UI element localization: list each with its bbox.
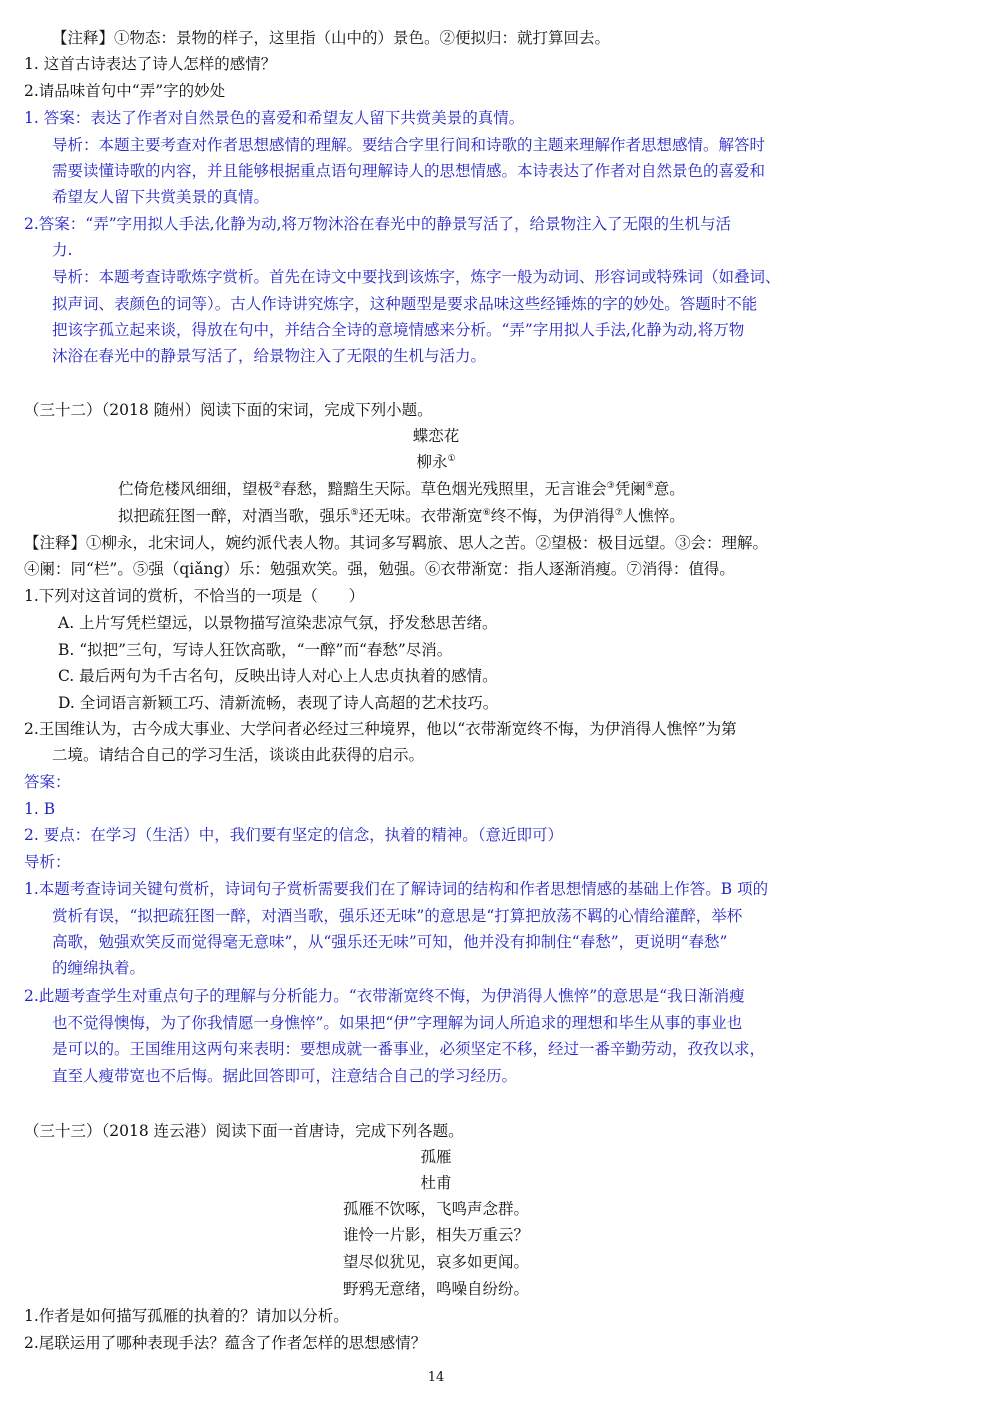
guide-32-1-line2: 赏析有误，“拟把疏狂图一醉，对酒当歌，强乐还无味”的意思是“打算把放荡不羁的心情给灌醉，举杯 [52,907,743,925]
poem-32-title: 蝶恋花 [412,427,460,445]
option-c: C. 最后两句为千古名句，反映出诗人对心上人忠贞执着的感情。 [58,667,498,685]
poem-33-title: 孤雁 [420,1148,452,1166]
guide-32-2-line2: 也不觉得懊悔，为了你我情愿一身憔悴”。如果把“伊”字理解为词人所追求的理想和毕生从事的事业也 [52,1014,743,1032]
question-32-1: 1.下列对这首词的赏析，不恰当的一项是（ ） [24,587,365,605]
question-31-1: 1. 这首古诗表达了诗人怎样的感情？ [24,55,277,73]
option-d: D. 全词语言新颖工巧、清新流畅，表现了诗人高超的艺术技巧。 [58,694,499,712]
guide-31-2-line3: 把该字孤立起来谈，得放在句中，并结合全诗的意境情感来分析。“弄”字用拟人手法,化静为动,将万物 [52,321,745,339]
question-32-2-line1: 2.王国维认为，古今成大事业、大学问者必经过三种境界，他以“衣带渐宽终不悔，为伊消得人憔悴”为第 [24,720,737,738]
question-32-2-line2: 二境。请结合自己的学习生活，谈谈由此获得的启示。 [52,746,425,764]
poem-32-line1: 伫倚危楼风细细，望极②春愁，黯黯生天际。草色烟光残照里，无言谁会③凭阑④意。 [118,480,685,498]
guide-31-1-line2: 需要读懂诗歌的内容，并且能够根据重点语句理解诗人的思想情感。本诗表达了作者对自然景色的喜爱和 [52,162,766,180]
guide-31-1-line1: 导析：本题主要考查对作者思想感情的理解。要结合字里行间和诗歌的主题来理解作者思想感情。解答时 [52,136,766,154]
guide-31-2-line4: 沐浴在春光中的静景写活了，给景物注入了无限的生机与活力。 [52,347,487,365]
page-number: 14 [427,1370,445,1385]
poem-32-author: 柳永① [416,453,456,471]
guide-31-1-line3: 希望友人留下共赏美景的真情。 [52,188,270,206]
answer-31-2-line2: 力. [52,241,73,259]
option-a: A. 上片写凭栏望远，以景物描写渲染悲凉气氛，抒发愁思苦绪。 [58,614,498,632]
answer-32-1: 1. B [24,800,56,818]
guide-32-2-line4: 直至人瘦带宽也不后悔。据此回答即可，注意结合自己的学习经历。 [52,1067,518,1085]
note-32-line2: ④阑：同“栏”。⑤强（qiǎng）乐：勉强欢笑。强，勉强。⑥衣带渐宽：指人逐渐消瘦。⑦消得：值得。 [24,560,735,578]
option-b: B. “拟把”三句，写诗人狂饮高歌，“一醉”而“春愁”尽消。 [58,641,453,659]
poem-33-line3: 望尽似犹见，哀多如更闻。 [342,1253,529,1271]
guide-32-1-line1: 1.本题考查诗词关键句赏析，诗词句子赏析需要我们在了解诗词的结构和作者思想情感的基础上作答。B 项的 [24,880,769,898]
question-33-1: 1.作者是如何描写孤雁的执着的？请加以分析。 [24,1307,349,1325]
question-33-2: 2.尾联运用了哪种表现手法？蕴含了作者怎样的思想感情？ [24,1334,427,1352]
answer-32-2: 2. 要点：在学习（生活）中，我们要有坚定的信念，执着的精神。（意近即可） [24,826,563,844]
note-32-line1: 【注释】①柳永，北宋词人，婉约派代表人物。其词多写羁旅、思人之苦。②望极：极目远望。③会：理解。 [24,534,769,552]
guide-32-1-line3: 高歌，勉强欢笑反而觉得毫无意味”，从“强乐还无味”可知，他并没有抑制住“春愁”，更说明“春愁” [52,933,728,951]
poem-33-line1: 孤雁不饮啄，飞鸣声念群。 [342,1200,529,1218]
section-32-header: （三十二）（2018 随州）阅读下面的宋词，完成下列小题。 [24,401,433,419]
answer-label: 答案： [24,773,71,791]
poem-32-line2: 拟把疏狂图一醉，对酒当歌，强乐⑤还无味。衣带渐宽⑥终不悔，为伊消得⑦人憔悴。 [118,507,685,525]
poem-33-author: 杜甫 [420,1174,452,1192]
guide-32-2-line1: 2.此题考查学生对重点句子的理解与分析能力。“衣带渐宽终不悔，为伊消得人憔悴”的意思是“我日渐消瘦 [24,987,745,1005]
section-33-header: （三十三）（2018 连云港）阅读下面一首唐诗，完成下列各题。 [24,1122,464,1140]
guide-31-2-line2: 拟声词、表颜色的词等）。古人作诗讲究炼字，这种题型是要求品味这些经锤炼的字的妙处。答题时不能 [52,295,758,313]
answer-31-1: 1. 答案：表达了作者对自然景色的喜爱和希望友人留下共赏美景的真情。 [24,109,525,127]
poem-33-line2: 谁怜一片影，相失万重云？ [342,1226,529,1244]
answer-31-2-line1: 2.答案：“弄”字用拟人手法,化静为动,将万物沐浴在春光中的静景写活了，给景物注入了无限的生机与活 [24,215,731,233]
question-31-2: 2.请品味首句中“弄”字的妙处 [24,82,226,100]
guide-label: 导析： [24,853,71,871]
guide-32-1-line4: 的缠绵执着。 [52,959,146,977]
guide-31-2-line1: 导析：本题考查诗歌炼字赏析。首先在诗文中要找到该炼字，炼字一般为动词、形容词或特殊词（如叠词、 [52,268,781,286]
poem-33-line4: 野鸦无意绪，鸣噪自纷纷。 [342,1280,529,1298]
note-31: 【注释】①物态：景物的样子，这里指（山中的）景色。②便拟归：就打算回去。 [52,29,611,47]
guide-32-2-line3: 是可以的。王国维用这两句来表明：要想成就一番事业，必须坚定不移，经过一番辛勤劳动，孜孜以求， [52,1040,766,1058]
